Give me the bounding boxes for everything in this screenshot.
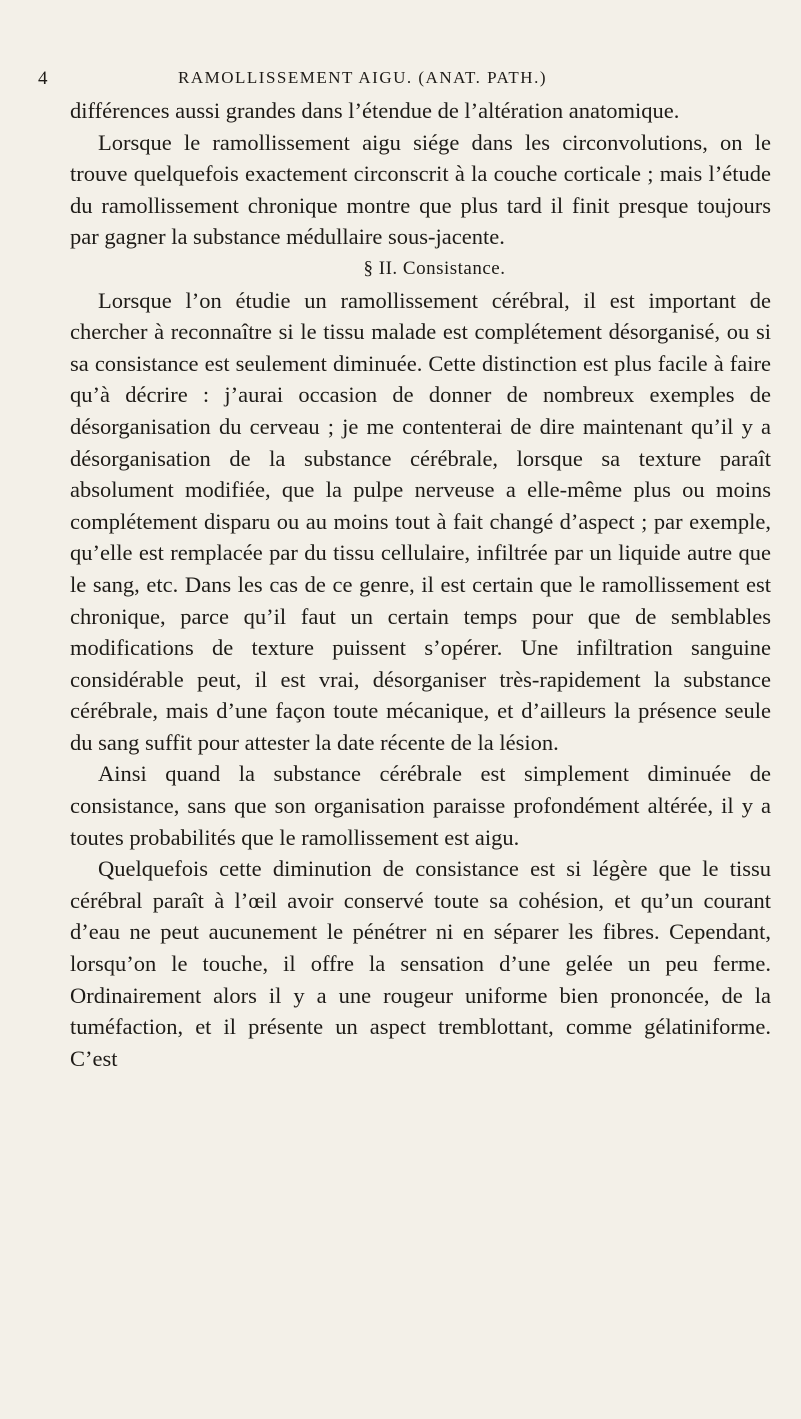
body-text: [70, 95, 771, 1074]
section-heading: § II. Consistance.: [363, 257, 506, 279]
paragraph-continuation: différences aussi grandes dans l’étendue de l’altération anatomique.: [70, 98, 680, 123]
paragraph: Lorsque l’on étudie un ramollissement cérébral, il est important de chercher à reconnaître si le tissu malade est complétement désorganisé, ou si sa consistance est seulement diminuée. Cette distinction est plus facile à faire qu’à décrire : j’aurai occasion de donner de nombreux exemples de désorganisation du cerveau ; je me contenterai de dire maintenant qu’il y a désorganisation de la substance cérébrale, lorsque sa texture paraît absolument modifiée, que la pulpe nerveuse a elle-même plus ou moins complétement disparu ou au moins tout à fait changé d’aspect ; par exemple, qu’elle est remplacée par du tissu cellulaire, infiltrée par un liquide autre que le sang, etc. Dans les cas de ce genre, il est certain que le ramollissement est chronique, parce qu’il faut un certain temps pour que de semblables modifications de texture puissent s’opérer. Une infiltration sanguine considérable peut, il est vrai, désorganiser très-rapidement la substance cérébrale, mais d’une façon toute mécanique, et d’ailleurs la présence seule du sang suffit pour attester la date récente de la lésion.: [70, 287, 771, 755]
paragraph: Quelquefois cette diminution de consistance est si légère que le tissu cérébral paraît à l’œil avoir conservé toute sa cohésion, et qu’un courant d’eau ne peut aucunement le pénétrer ni en séparer les fibres. Cependant, lorsqu’on le touche, il offre la sensation d’une gelée un peu ferme. Ordinairement alors il y a une rougeur uniforme bien prononcée, de la tuméfaction, et il présente un aspect tremblottant, comme gélatiniforme. C’est: [70, 856, 771, 1071]
paragraph: Ainsi quand la substance cérébrale est simplement diminuée de consistance, sans que son organisation paraisse profondément altérée, il y a toutes probabilités que le ramollissement est aigu.: [70, 761, 771, 850]
page-number: 4: [38, 68, 49, 89]
page-header: [38, 60, 775, 92]
running-title: RAMOLLISSEMENT AIGU. (ANAT. PATH.): [178, 68, 547, 87]
paragraph: Lorsque le ramollissement aigu siége dans les circonvolutions, on le trouve quelquefois exactement circonscrit à la couche corticale ; mais l’étude du ramollissement chronique montre que plus tard il finit presque toujours par gagner la substance médullaire sous-jacente.: [70, 129, 771, 250]
